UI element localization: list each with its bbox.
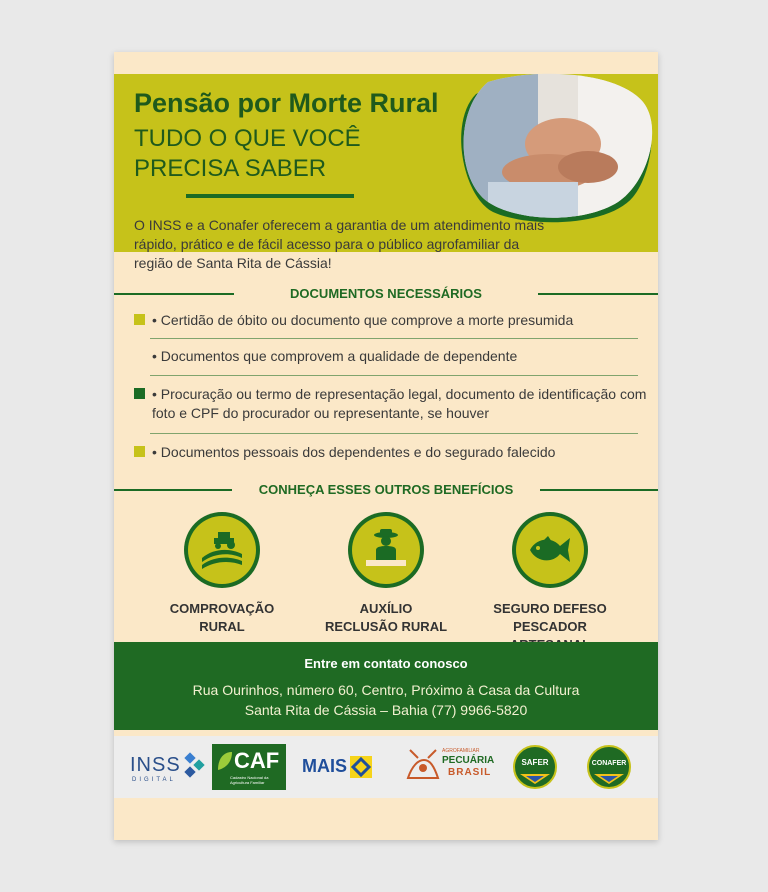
hands-photo [448,72,658,228]
subtitle-line: TUDO O QUE VOCÊ [134,125,361,152]
contact-band [114,642,658,730]
inss-logo [130,744,202,790]
benefit-badge [348,512,424,588]
contact-address: Rua Ourinhos, número 60, Centro, Próximo à Casa da Cultura [192,682,580,698]
contact-heading: Entre em contato conosco [304,656,468,671]
benefit-label-line: SEGURO DEFESO [493,601,607,616]
document-item-text: • Procuração ou termo de representação legal, documento de identificação com foto e CPF do procurador ou representante, se houver [152,386,647,421]
benefit-label-line: AUXÍLIO [359,601,413,616]
benefit-comprovacao-rural [147,512,297,636]
safer-logo-text: SAFER [521,758,549,767]
fish-icon [526,530,574,570]
conafer-seal-icon [586,744,632,790]
intro-paragraph: O INSS e a Conafer oferecem a garantia de um atendimento mais rápido, prático e de fácil acesso para o público agrofamiliar da região de Santa Rita de Cássia! [134,217,545,271]
benefit-label [147,600,297,636]
benefits-heading [114,480,658,500]
pecuaria-logo-mid: PECUÁRIA [442,755,495,766]
documents-heading [114,284,658,304]
benefit-label-line: RECLUSÃO RURAL [324,619,448,634]
page-subtitle [134,124,434,184]
caf-logo-subtext: Cadastro Nacional da Agricultura Familiar [230,775,269,785]
benefit-label-line: PESCADOR [513,619,587,634]
farmer-icon [364,526,408,572]
safer-seal-icon [512,744,558,790]
divider [150,338,638,339]
flyer [114,52,658,840]
benefits-heading-text: CONHEÇA ESSES OUTROS BENEFÍCIOS [258,482,514,497]
mais-logo [300,744,374,790]
pecuaria-brasil-logo [404,744,494,790]
pecuaria-logo-bottom: BRASIL [448,767,492,778]
page-title: Pensão por Morte Rural [134,88,439,118]
logo-strip [114,736,658,798]
subtitle-line: PRECISA SABER [134,155,327,182]
square-bullet-icon [134,446,145,457]
tractor-field-icon [200,528,244,572]
banco-do-brasil-icon [350,756,372,778]
caf-logo-text: CAF [234,748,280,773]
conafer-logo-text: CONAFER [591,760,627,767]
inss-mark-icon [184,752,206,778]
caf-logo [212,744,286,790]
mais-logo-text: MAIS [302,756,347,776]
inss-logo-text: INSS [130,754,181,776]
benefit-label-line: RURAL [199,619,245,634]
conafer-logo [586,744,632,790]
documents-heading-text: DOCUMENTOS NECESSÁRIOS [290,286,482,301]
divider [150,375,638,376]
benefit-badge [512,512,588,588]
leaf-icon [216,750,234,772]
pecuaria-logo-top: AGROFAMILIAR [442,748,480,754]
benefit-badge [184,512,260,588]
square-bullet-icon [134,388,145,399]
benefit-auxilio-reclusao [311,512,461,636]
divider [150,433,638,434]
inss-logo-subtext: DIGITAL [132,777,176,783]
benefit-label [311,600,461,636]
benefit-label-line: COMPROVAÇÃO [169,601,275,616]
bull-icon [404,748,442,784]
contact-city-phone: Santa Rita de Cássia – Bahia (77) 9966-5820 [244,702,528,718]
benefit-seguro-defeso [475,512,625,654]
document-item-text: • Documentos pessoais dos dependentes e do segurado falecido [152,444,556,460]
document-item-text: • Documentos que comprovem a qualidade de dependente [152,348,518,364]
safer-logo [512,744,558,790]
title-underline [186,194,354,198]
document-item-text: • Certidão de óbito ou documento que comprove a morte presumida [152,312,574,328]
square-bullet-icon [134,314,145,325]
